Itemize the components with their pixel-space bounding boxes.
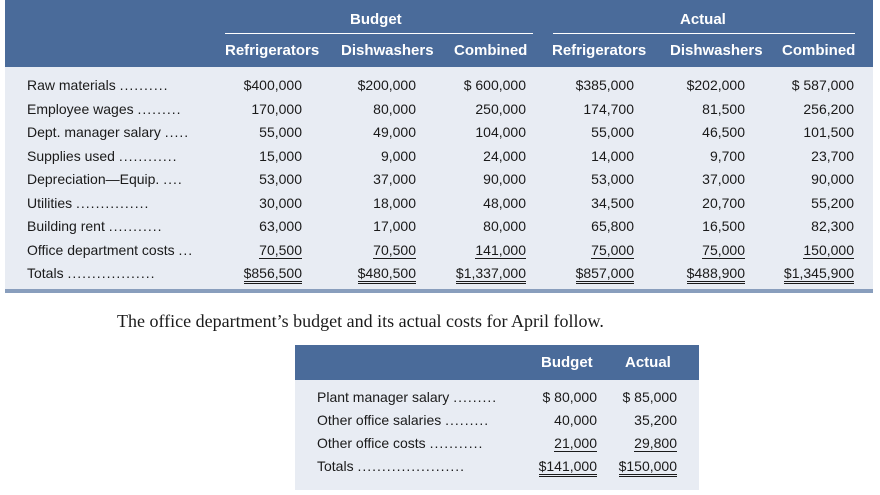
table-cell	[373, 242, 416, 258]
row-label	[27, 195, 227, 211]
cell-value: 14,000	[591, 147, 634, 164]
table-cell	[259, 195, 302, 211]
table-cell	[259, 148, 302, 164]
table-cell	[259, 171, 302, 187]
office-table-cell	[539, 458, 597, 474]
cell-value: $ 600,000	[463, 77, 526, 93]
table-cell	[687, 265, 745, 281]
cell-value: 101,500	[803, 124, 854, 140]
cell-value: 63,000	[259, 218, 302, 234]
table-cell	[475, 242, 526, 258]
cell-value: 55,000	[591, 124, 634, 140]
row-label	[27, 242, 227, 258]
table-cell	[483, 218, 526, 234]
row-label	[27, 218, 227, 234]
cell-value: $1,337,000	[456, 265, 526, 284]
table-cell	[702, 171, 745, 187]
office-table-cell	[623, 389, 678, 405]
table-cell	[475, 124, 526, 140]
col-head-budget-combined: Combined	[454, 42, 528, 59]
cell-value: $200,000	[357, 77, 416, 93]
table-cell	[792, 77, 854, 93]
group-rule-budget	[225, 33, 533, 34]
row-label-text: Totals	[27, 265, 64, 281]
cell-value: 55,000	[259, 124, 302, 140]
table-cell	[591, 218, 634, 234]
cell-value: 81,500	[702, 100, 745, 117]
cell-value: $480,500	[358, 265, 416, 284]
office-row-label-text: Other office costs	[317, 435, 426, 451]
cell-value: 9,000	[380, 147, 416, 164]
cell-value: 250,000	[475, 100, 526, 117]
cell-value: 37,000	[373, 171, 416, 187]
office-row-label-text: Totals	[317, 458, 354, 474]
cell-value: $488,900	[687, 265, 745, 284]
row-label-text: Office department costs	[27, 241, 175, 258]
table-bottom-rule	[5, 289, 873, 293]
cell-value: 70,500	[259, 241, 302, 258]
cell-value: 53,000	[591, 171, 634, 187]
group-label-actual: Actual	[680, 11, 726, 28]
cell-value: 55,200	[811, 194, 854, 211]
office-table-header	[295, 345, 699, 380]
row-label-text: Dept. manager salary	[27, 124, 161, 140]
row-label	[27, 124, 227, 140]
table-cell	[483, 171, 526, 187]
table-cell	[358, 77, 416, 93]
leader-dots: ....	[163, 171, 183, 187]
office-table-cell	[634, 412, 677, 428]
table-cell	[456, 265, 526, 281]
table-cell	[702, 218, 745, 234]
col-head-actual-combined: Combined	[782, 42, 856, 59]
cell-value: 49,000	[373, 124, 416, 140]
table-cell	[483, 195, 526, 211]
cell-value: 30,000	[259, 194, 302, 211]
table-cell	[811, 218, 854, 234]
table-cell	[702, 195, 745, 211]
cell-value: 46,500	[702, 124, 745, 140]
cell-value: 80,000	[373, 100, 416, 117]
office-table-cell	[619, 458, 677, 474]
cell-value: $857,000	[576, 265, 634, 284]
cell-value: $1,345,900	[784, 265, 854, 284]
row-label	[27, 101, 227, 117]
cell-value: 20,700	[702, 194, 745, 211]
cell-value: 40,000	[554, 412, 597, 428]
cell-value: $400,000	[243, 77, 302, 93]
table-cell	[464, 77, 526, 93]
cell-value: 29,800	[634, 435, 677, 451]
cell-value: 70,500	[373, 241, 416, 258]
table-cell	[784, 265, 854, 281]
cell-value: $385,000	[575, 77, 634, 93]
row-label-text: Employee wages	[27, 100, 134, 117]
table-cell	[475, 101, 526, 117]
table-cell	[244, 265, 302, 281]
table-cell	[373, 195, 416, 211]
table-cell	[591, 195, 634, 211]
cell-value: 141,000	[475, 241, 526, 258]
table-cell	[803, 242, 854, 258]
leader-dots: .........	[445, 412, 490, 428]
cell-value: 16,500	[702, 218, 745, 234]
cell-value: 256,200	[803, 100, 854, 117]
table-cell	[591, 242, 634, 258]
office-caption: The office department’s budget and its actual costs for April follow.	[117, 311, 604, 331]
table-cell	[259, 242, 302, 258]
col-head-office-actual: Actual	[625, 354, 671, 371]
cell-value: 82,300	[811, 218, 854, 234]
table-header	[5, 0, 873, 67]
row-label-text: Building rent	[27, 218, 105, 234]
table-cell	[702, 242, 745, 258]
cell-value: 35,200	[634, 412, 677, 428]
row-label-text: Raw materials	[27, 77, 116, 93]
table-cell	[591, 171, 634, 187]
cell-value: 34,500	[591, 194, 634, 211]
leader-dots: .........	[137, 100, 182, 117]
table-cell	[710, 148, 745, 164]
table-cell	[811, 195, 854, 211]
cell-value: 90,000	[811, 171, 854, 187]
leader-dots: ............	[118, 147, 178, 164]
table-cell	[483, 148, 526, 164]
cell-value: 53,000	[259, 171, 302, 187]
cell-value: 37,000	[702, 171, 745, 187]
cell-value: 24,000	[483, 147, 526, 164]
cell-value: $856,500	[244, 265, 302, 284]
leader-dots: ..........	[119, 77, 169, 93]
table-cell	[803, 101, 854, 117]
cell-value: 170,000	[251, 100, 302, 117]
row-label	[27, 77, 227, 93]
cell-value: $141,000	[539, 458, 597, 477]
cell-value: 65,800	[591, 218, 634, 234]
row-label-text: Supplies used	[27, 147, 115, 164]
table-cell	[576, 77, 634, 93]
cell-value: 21,000	[554, 435, 597, 451]
table-cell	[811, 148, 854, 164]
table-cell	[591, 148, 634, 164]
leader-dots: ......................	[357, 458, 466, 474]
table-cell	[244, 77, 302, 93]
table-cell	[702, 124, 745, 140]
row-label	[27, 148, 227, 164]
table-cell	[591, 124, 634, 140]
row-label-text: Utilities	[27, 194, 73, 211]
leader-dots: .........	[453, 389, 498, 405]
row-label	[27, 171, 227, 187]
table-cell	[373, 171, 416, 187]
table-cell	[583, 101, 634, 117]
office-row-label	[317, 458, 517, 474]
cell-value: 15,000	[259, 147, 302, 164]
leader-dots: ...............	[76, 194, 150, 211]
cell-value: 18,000	[373, 194, 416, 211]
department-cost-table	[5, 0, 873, 293]
col-head-budget-dishwashers: Dishwashers	[341, 42, 434, 59]
cell-value: 23,700	[811, 147, 854, 164]
col-head-budget-refrigerators: Refrigerators	[225, 42, 320, 59]
cell-value: 17,000	[373, 218, 416, 234]
cell-value: $ 80,000	[542, 389, 597, 405]
cell-value: $150,000	[619, 458, 677, 477]
office-row-label	[317, 412, 517, 428]
leader-dots: ...	[178, 241, 194, 258]
row-label	[27, 265, 227, 281]
col-head-office-budget: Budget	[541, 354, 593, 371]
cell-value: 90,000	[483, 171, 526, 187]
cell-value: $ 85,000	[622, 389, 677, 405]
leader-dots: .....	[164, 124, 190, 140]
col-head-actual-dishwashers: Dishwashers	[670, 42, 763, 59]
office-row-label-text: Plant manager salary	[317, 389, 450, 405]
table-cell	[259, 124, 302, 140]
table-cell	[702, 101, 745, 117]
office-table-cell	[634, 435, 677, 451]
leader-dots: ..................	[67, 265, 156, 281]
cell-value: $202,000	[686, 77, 745, 93]
table-cell	[381, 148, 416, 164]
leader-dots: ...........	[429, 435, 484, 451]
office-row-label	[317, 435, 517, 451]
office-table-cell	[543, 389, 598, 405]
table-cell	[811, 171, 854, 187]
table-cell	[687, 77, 745, 93]
cell-value: 150,000	[803, 241, 854, 258]
cell-value: 75,000	[591, 241, 634, 258]
office-row-label-text: Other office salaries	[317, 412, 442, 428]
table-cell	[358, 265, 416, 281]
table-cell	[373, 124, 416, 140]
col-head-actual-refrigerators: Refrigerators	[552, 42, 647, 59]
cell-value: 80,000	[483, 218, 526, 234]
leader-dots: ...........	[108, 218, 163, 234]
table-cell	[576, 265, 634, 281]
row-label-text: Depreciation—Equip.	[27, 171, 160, 187]
office-cost-table	[295, 345, 699, 490]
cell-value: 174,700	[583, 100, 634, 117]
cell-value: 104,000	[475, 124, 526, 140]
table-cell	[373, 101, 416, 117]
group-label-budget: Budget	[350, 11, 402, 28]
table-cell	[373, 218, 416, 234]
table-cell	[251, 101, 302, 117]
office-row-label	[317, 389, 517, 405]
cell-value: 48,000	[483, 194, 526, 211]
table-cell	[259, 218, 302, 234]
cell-value: 9,700	[709, 147, 745, 164]
cell-value: $ 587,000	[791, 77, 854, 93]
cell-value: 75,000	[702, 241, 745, 258]
table-cell	[803, 124, 854, 140]
office-table-cell	[554, 435, 597, 451]
group-rule-actual	[553, 33, 855, 34]
office-table-cell	[554, 412, 597, 428]
